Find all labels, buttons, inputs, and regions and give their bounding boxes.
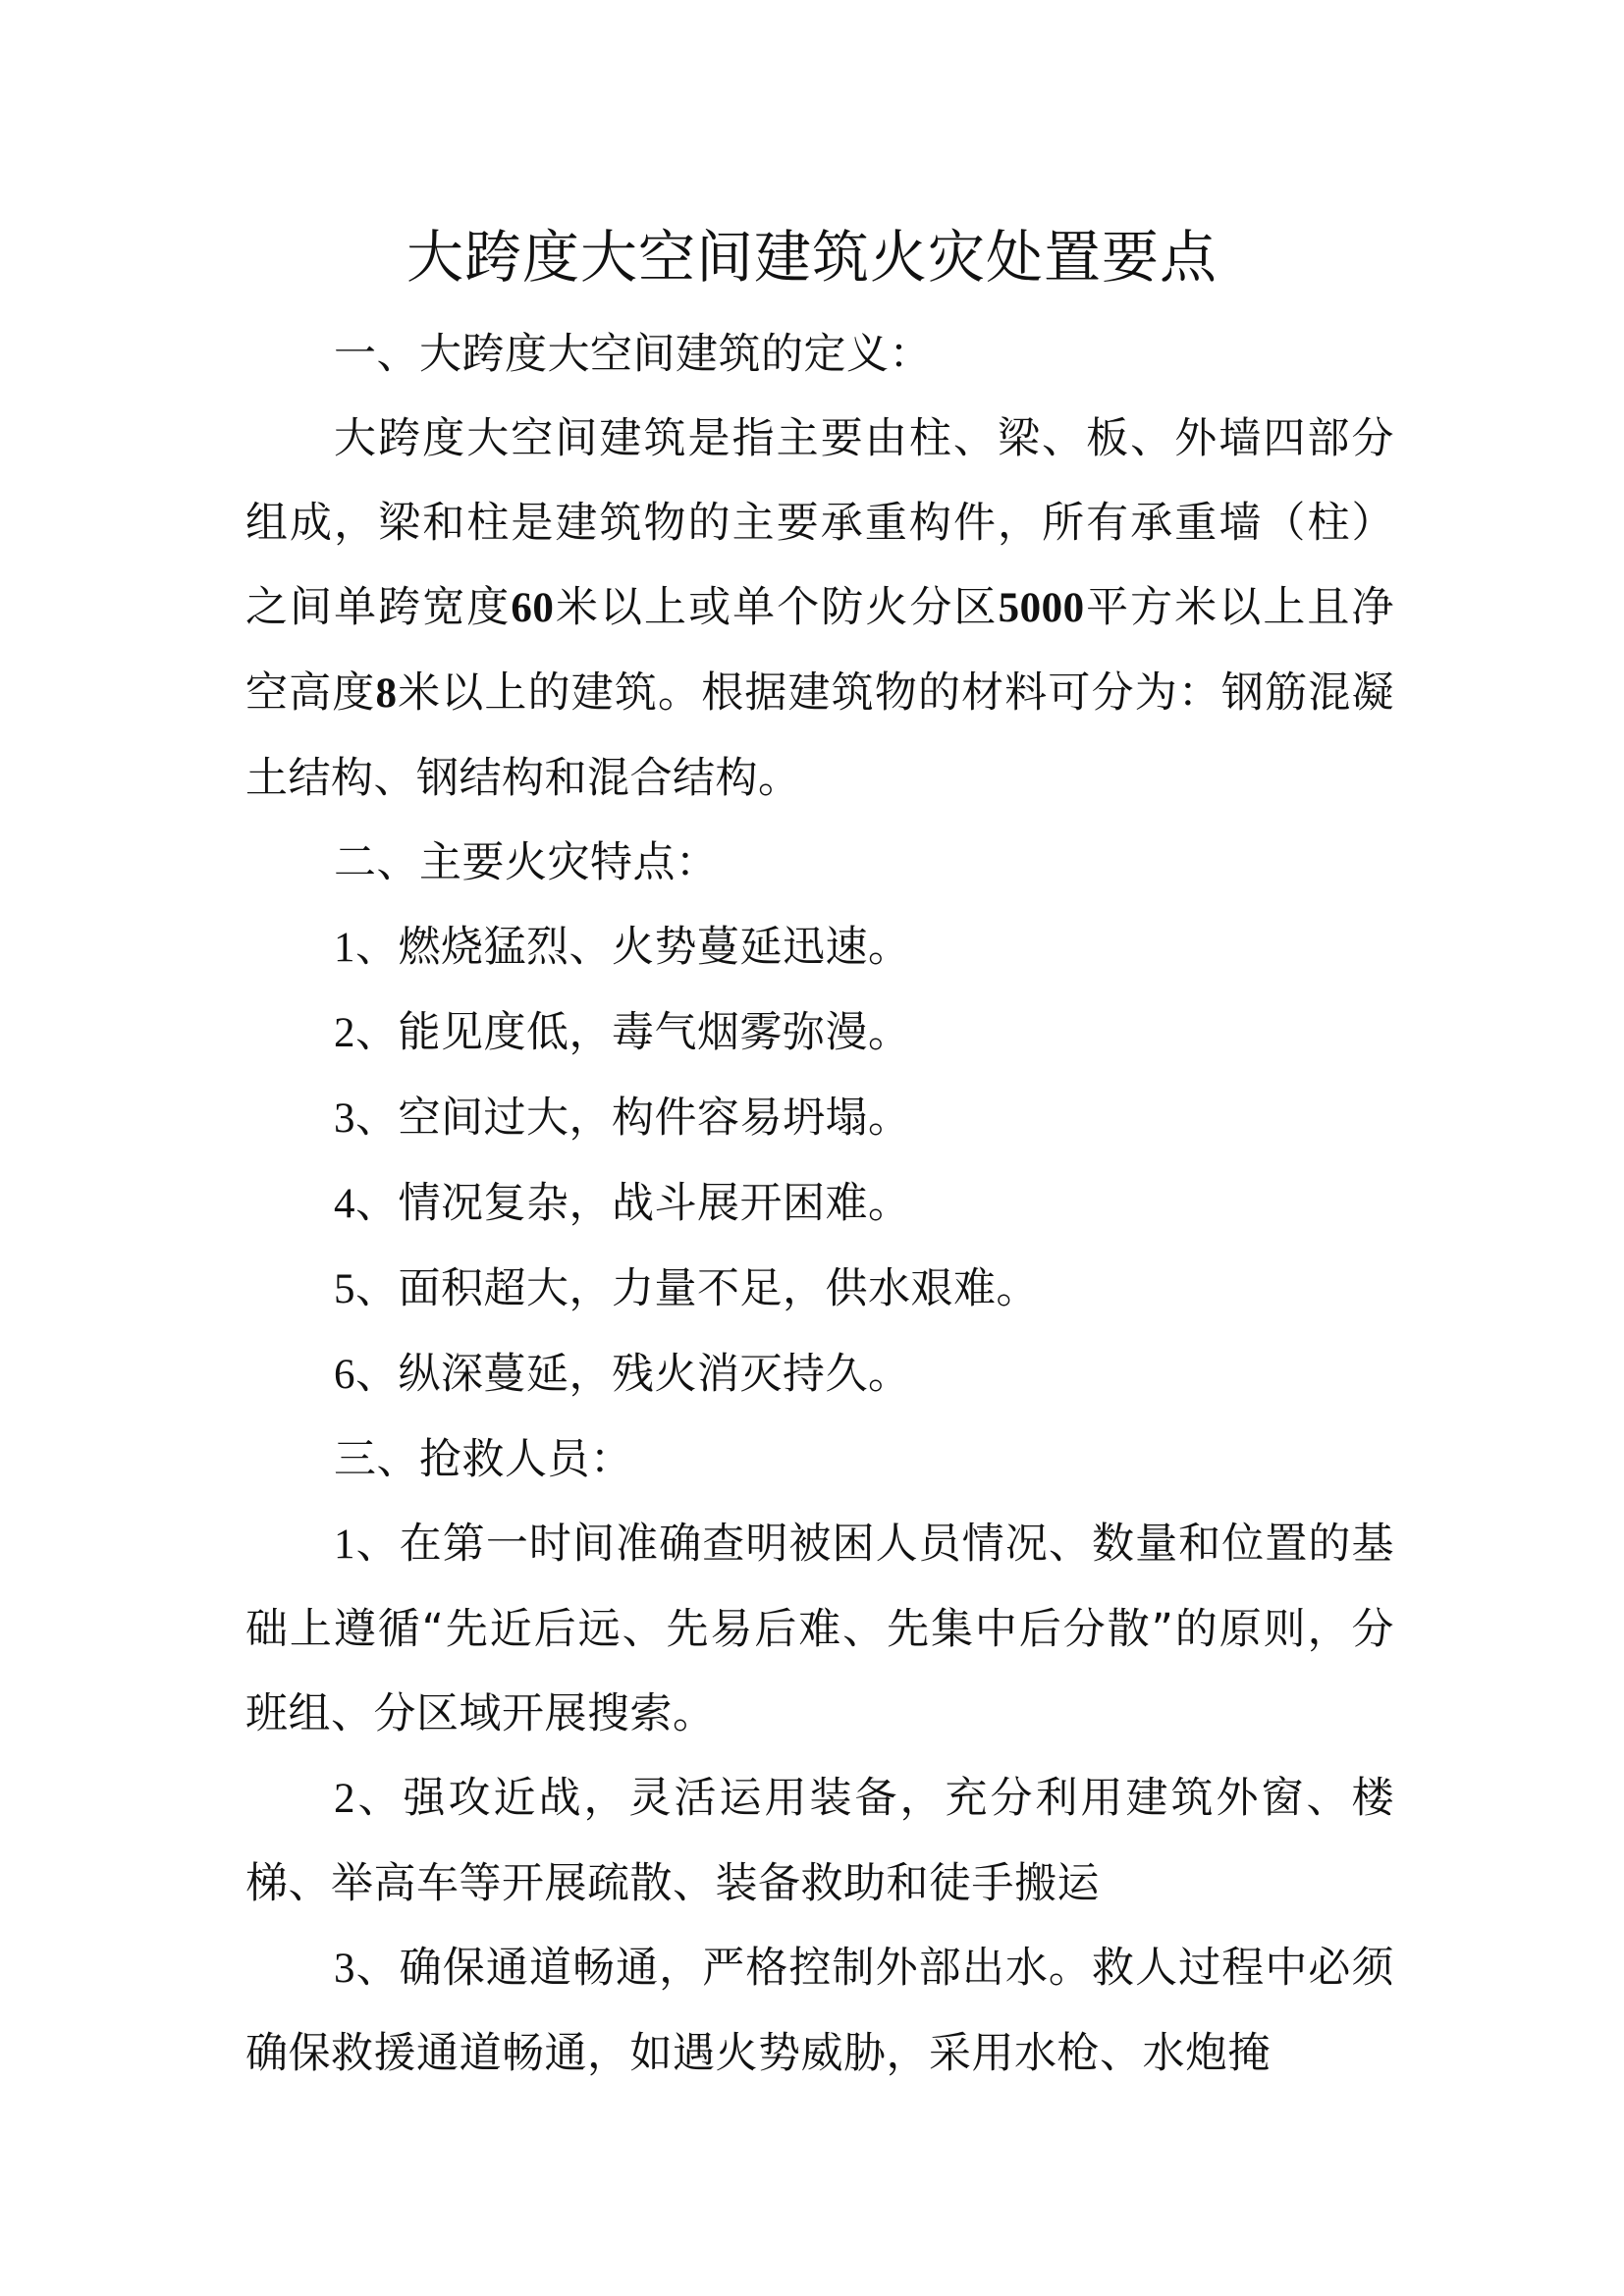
- fire-feature-item: [245, 1161, 1394, 1247]
- item-text: 、能见度低，毒气烟雾弥漫。: [355, 1008, 911, 1057]
- item-text: 、空间过大，构件容易坍塌。: [355, 1094, 911, 1143]
- height-value: 8: [375, 670, 398, 717]
- item-text: 、燃烧猛烈、火势蔓延迅速。: [355, 923, 911, 972]
- rescue-item: [245, 1502, 1394, 1756]
- item-text: 、面积超大，力量不足，供水艰难。: [355, 1264, 1039, 1313]
- item-number: 2: [334, 1010, 355, 1056]
- fire-feature-item: [245, 1247, 1394, 1332]
- item-text: 、确保通道畅通，严格控制外部出水。救人过程中必须确保救援通道畅通，如遇火势威胁，采用水枪、水炮掩: [245, 1944, 1394, 2078]
- section2-heading: 二、主要火灾特点：: [334, 838, 719, 887]
- fire-feature-item: [245, 905, 1394, 990]
- area-value: 5000: [998, 585, 1085, 631]
- item-number: 1: [334, 1522, 355, 1568]
- item-number: 5: [334, 1266, 355, 1312]
- section1-definition: [245, 397, 1394, 821]
- item-text: 、情况复杂，战斗展开困难。: [355, 1179, 911, 1228]
- item-text: 、在第一时间准确查明被困人员情况、数量和位置的基础上遵循“先近后远、先易后难、先集中后分散”的原则，分班组、分区域开展搜索。: [245, 1520, 1394, 1738]
- span-width-value: 60: [511, 585, 555, 631]
- document-body: [245, 312, 1394, 2096]
- item-number: 2: [334, 1776, 355, 1822]
- fire-feature-item: [245, 1332, 1394, 1417]
- item-number: 6: [334, 1352, 355, 1398]
- item-number: 1: [334, 925, 355, 971]
- rescue-item: [245, 1756, 1394, 1926]
- definition-text-1: 大跨度大空间建筑是指主要由柱、梁、板、外墙四部分组成，梁和柱是建筑物的主要承重构件，所有承重墙（柱）之间单跨宽度: [245, 414, 1394, 632]
- item-number: 3: [334, 1946, 355, 1992]
- item-number: 4: [334, 1181, 355, 1227]
- fire-feature-item: [245, 1076, 1394, 1161]
- definition-text-2: 米以上或单个防火分区: [554, 583, 999, 632]
- document-title: 大跨度大空间建筑火灾处置要点: [406, 224, 1218, 291]
- section1-heading: 一、大跨度大空间建筑的定义：: [334, 330, 932, 379]
- item-text: 、强攻近战，灵活运用装备，充分利用建筑外窗、楼梯、举高车等开展疏散、装备救助和徒手搬运: [245, 1774, 1394, 1908]
- rescue-item: [245, 1926, 1394, 2096]
- definition-text-4: 米以上的建筑。根据建筑物的材料可分为：钢筋混凝土结构、钢结构和混合结构。: [245, 668, 1395, 803]
- item-number: 3: [334, 1095, 355, 1142]
- section3-heading: 三、抢救人员：: [334, 1435, 633, 1484]
- definition-text-3: 平方米以上且净空高度: [245, 583, 1394, 718]
- item-text: 、纵深蔓延，残火消灭持久。: [355, 1350, 911, 1399]
- fire-feature-item: [245, 990, 1394, 1076]
